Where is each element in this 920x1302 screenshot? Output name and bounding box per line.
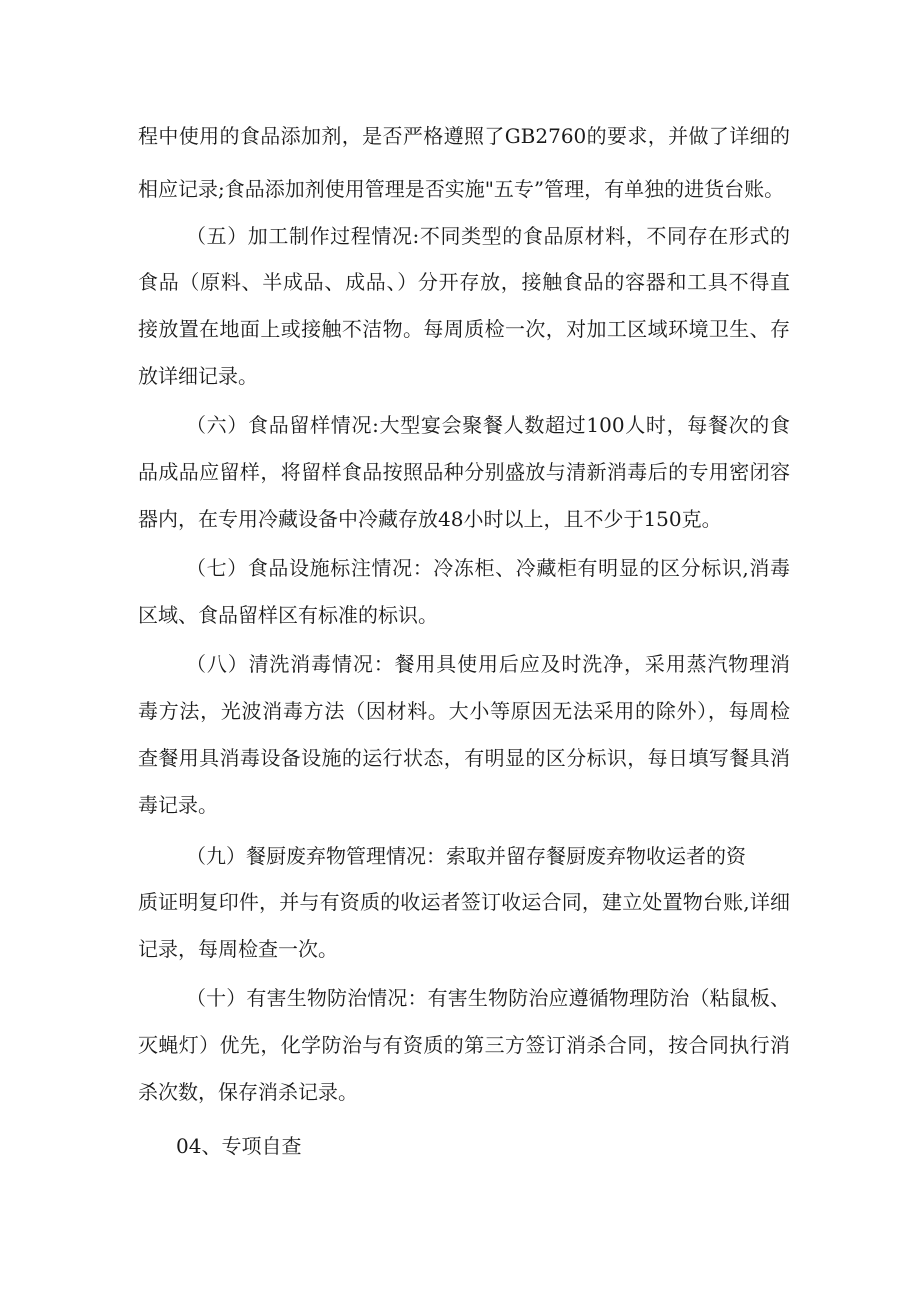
paragraph-3-line-3: 器内，在专用冷藏设备中冷藏存放48小时以上，且不少于150克。 — [138, 507, 722, 531]
paragraph-7-line-3: 杀次数，保存消杀记录。 — [138, 1080, 358, 1104]
paragraph-3-line-2: 品成品应留样，将留样食品按照品种分别盛放与清新消毒后的专用密闭容 — [138, 460, 790, 484]
paragraph-5-line-1: （八）清洗消毒情况：餐用具使用后应及时洗净，采用蒸汽物理消 — [186, 652, 790, 676]
paragraph-2-line-1: （五）加工制作过程情况:不同类型的食品原材料，不同存在形式的 — [186, 224, 790, 248]
paragraph-1-line-1: 程中使用的食品添加剂，是否严格遵照了GB2760的要求，并做了详细的 — [138, 124, 790, 148]
paragraph-2-line-3: 接放置在地面上或接触不洁物。每周质检一次，对加工区域环境卫生、存 — [138, 317, 790, 341]
paragraph-4-line-2: 区域、食品留样区有标准的标识。 — [138, 603, 438, 627]
paragraph-7-line-1: （十）有害生物防治情况：有害生物防治应遵循物理防治（粘鼠板、 — [186, 986, 790, 1010]
paragraph-5-line-4: 毒记录。 — [138, 793, 218, 817]
paragraph-6-line-2: 质证明复印件，并与有资质的收运者签订收运合同，建立处置物台账,详细 — [138, 890, 790, 914]
paragraph-3-line-1: （六）食品留样情况:大型宴会聚餐人数超过100人时，每餐次的食 — [186, 413, 790, 437]
paragraph-4-line-1: （七）食品设施标注情况：冷冻柜、冷藏柜有明显的区分标识,消毒 — [186, 556, 790, 580]
section-heading: 04、专项自查 — [176, 1134, 302, 1158]
paragraph-6-line-1: （九）餐厨废弃物管理情况：索取并留存餐厨废弃物收运者的资 — [186, 844, 746, 868]
paragraph-5-line-2: 毒方法，光波消毒方法（因材料。大小等原因无法采用的除外），每周检 — [138, 699, 790, 723]
paragraph-5-line-3: 查餐用具消毒设备设施的运行状态，有明显的区分标识，每日填写餐具消 — [138, 746, 790, 770]
paragraph-6-line-3: 记录，每周检查一次。 — [138, 937, 338, 961]
paragraph-7-line-2: 灭蝇灯）优先，化学防治与有资质的第三方签订消杀合同，按合同执行消 — [138, 1033, 790, 1057]
paragraph-2-line-2: 食品（原料、半成品、成品、）分开存放，接触食品的容器和工具不得直 — [138, 270, 790, 294]
paragraph-2-line-4: 放详细记录。 — [138, 364, 258, 388]
paragraph-1-line-2: 相应记录;食品添加剂使用管理是否实施"五专”管理，有单独的进货台账。 — [138, 177, 785, 201]
